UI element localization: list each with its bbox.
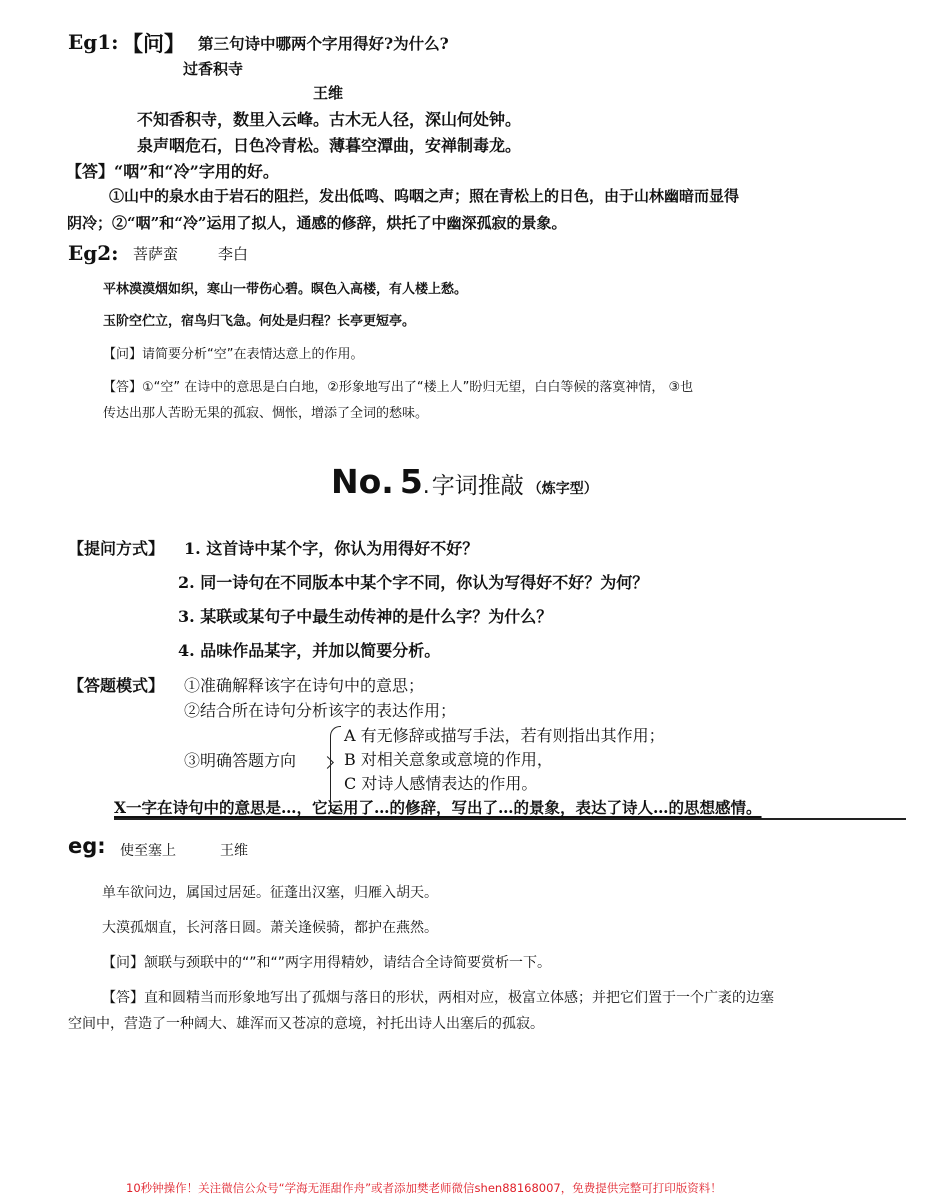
answer-direction-c: C 对诗人感情表达的作用。 bbox=[344, 774, 538, 793]
eg3-answer-line-1: 【答】直和圆精当而形象地写出了孤烟与落日的形状，两相对应，极富立体感；并把它们置于一个广袤的边塞 bbox=[102, 990, 774, 1006]
eg3-poem-line-2: 大漠孤烟直，长河落日圆。萧关逢候骑，都护在燕然。 bbox=[102, 920, 438, 936]
eg1-answer-line-1: ①山中的泉水由于岩石的阻拦，发出低鸣、呜咽之声；照在青松上的日色，由于山林幽暗而显得 bbox=[109, 187, 740, 205]
eg2-answer-line-1: 【答】①“空” 在诗中的意思是白白地，②形象地写出了“楼上人”盼归无望，白白等候的落寞神情， ③也 bbox=[103, 380, 694, 395]
answer-step-1: ①准确解释该字在诗句中的意思； bbox=[184, 676, 425, 695]
question-style-1: 1. 这首诗中某个字，你认为用得好不好？ bbox=[184, 539, 479, 558]
eg2-author: 李白 bbox=[218, 245, 249, 263]
eg2-question: 【问】请简要分析“空”在表情达意上的作用。 bbox=[103, 347, 364, 362]
eg1-poem-line-2: 泉声咽危石，日色冷青松。薄暮空潭曲，安禅制毒龙。 bbox=[137, 136, 522, 155]
section-dot: . bbox=[422, 474, 430, 499]
eg3-title: 使至塞上 bbox=[120, 843, 176, 859]
eg2-title: 菩萨蛮 bbox=[133, 245, 179, 263]
eg3-author: 王维 bbox=[220, 843, 248, 859]
eg1-question: 第三句诗中哪两个字用得好?为什么? bbox=[198, 34, 449, 53]
eg2-poem-line-2: 玉阶空伫立，宿鸟归飞急。何处是归程？长亭更短亭。 bbox=[103, 314, 416, 329]
answer-step-3: ③明确答题方向 bbox=[184, 751, 297, 770]
question-style-4: 4. 品味作品某字，并加以简要分析。 bbox=[178, 641, 441, 660]
summary-rule bbox=[114, 818, 906, 820]
section-title: 字词推敲 bbox=[431, 473, 524, 499]
eg1-author: 王维 bbox=[313, 84, 344, 102]
eg1-question-tag: 【问】 bbox=[122, 31, 185, 56]
answer-step-2: ②结合所在诗句分析该字的表达作用； bbox=[184, 701, 457, 720]
answer-direction-a: A 有无修辞或描写手法，若有则指出其作用； bbox=[344, 726, 665, 745]
question-style-2: 2. 同一诗句在不同版本中某个字不同，你认为写得好不好？为何？ bbox=[178, 573, 649, 592]
eg1-answer-line-2: 阴冷；②“咽”和“冷”运用了拟人，通感的修辞，烘托了中幽深孤寂的景象。 bbox=[67, 214, 567, 232]
eg1-poem-title: 过香积寺 bbox=[183, 60, 244, 78]
question-style-3: 3. 某联或某句子中最生动传神的是什么字？为什么？ bbox=[178, 607, 553, 626]
eg2-poem-line-1: 平林漠漠烟如织，寒山一带伤心碧。暝色入高楼，有人楼上愁。 bbox=[103, 282, 468, 297]
answer-summary: X一字在诗句中的意思是…，它运用了…的修辞，写出了…的景象，表达了诗人…的思想感情。 bbox=[114, 798, 762, 817]
eg1-poem-line-1: 不知香积寺，数里入云峰。古木无人径，深山何处钟。 bbox=[137, 110, 522, 129]
eg3-poem-line-1: 单车欲问边，属国过居延。征蓬出汉塞，归雁入胡天。 bbox=[102, 885, 438, 901]
eg1-answer-head: 【答】“咽”和“冷”字用的好。 bbox=[66, 162, 279, 181]
section-subtitle: （炼字型） bbox=[527, 481, 598, 497]
eg3-answer-line-2: 空间中，营造了一种阔大、雄浑而又苍凉的意境，衬托出诗人出塞后的孤寂。 bbox=[68, 1016, 544, 1032]
section-number: 5 bbox=[399, 462, 423, 501]
eg3-question: 【问】颔联与颈联中的“”和“”两字用得精妙，请结合全诗简要赏析一下。 bbox=[102, 955, 552, 971]
section-heading bbox=[331, 462, 598, 501]
eg2-answer-line-2: 传达出那人苦盼无果的孤寂、惆怅，增添了全词的愁味。 bbox=[103, 406, 429, 421]
footer-promo: 10秒钟操作！关注微信公众号“学海无涯甜作舟”或者添加樊老师微信shen88168007，免费提供完整可打印版资料！ bbox=[126, 1181, 722, 1195]
question-styles-label: 【提问方式】 bbox=[68, 539, 165, 558]
eg1-tag: Eg1: bbox=[68, 30, 119, 54]
eg2-tag: Eg2: bbox=[68, 241, 119, 265]
answer-direction-b: B 对相关意象或意境的作用， bbox=[344, 750, 553, 769]
answer-mode-label: 【答题模式】 bbox=[68, 676, 165, 695]
section-no: No. bbox=[331, 462, 394, 501]
eg3-tag: eg: bbox=[68, 834, 106, 858]
